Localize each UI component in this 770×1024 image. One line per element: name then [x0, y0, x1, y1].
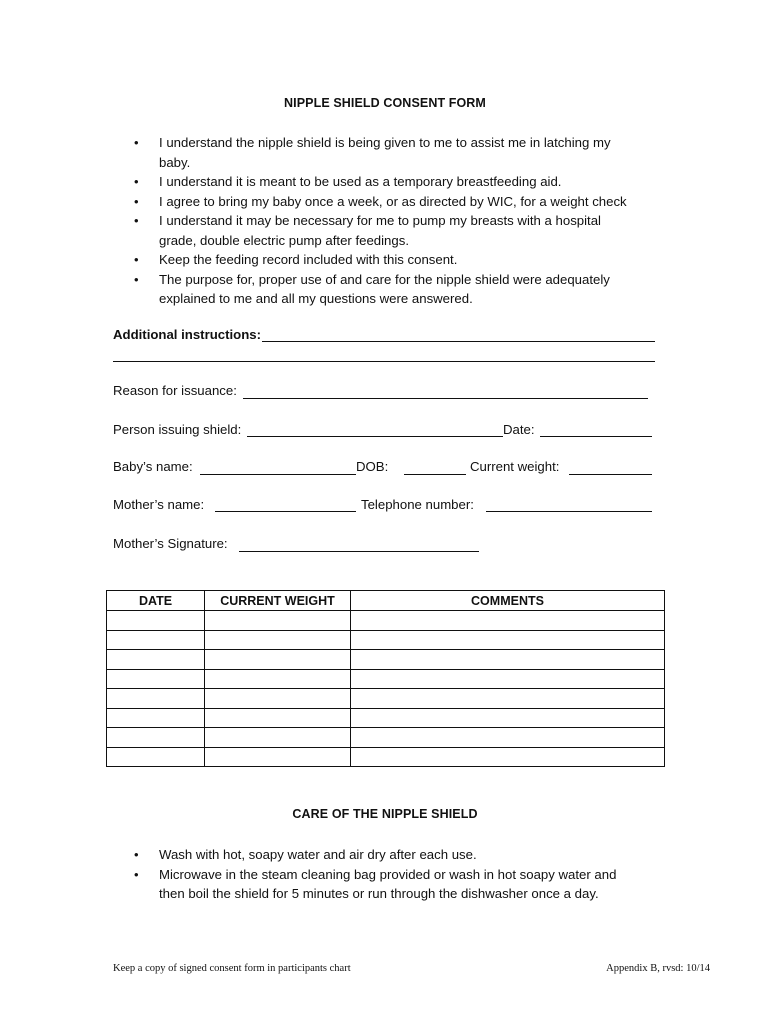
bullet-icon: • [134, 271, 139, 287]
comments-cell[interactable] [351, 669, 665, 689]
feeding-record-body [107, 611, 665, 767]
statement-line: then boil the shield for 5 minutes or run through the dishwasher once a day. [159, 886, 599, 901]
person-issuing-field[interactable] [247, 436, 503, 437]
current-weight-field[interactable] [569, 474, 652, 475]
statement-line: I understand the nipple shield is being given to me to assist me in latching my [159, 135, 611, 150]
date-cell[interactable] [107, 611, 205, 631]
bullet-icon: • [134, 252, 139, 267]
additional-instructions-label: Additional instructions: [113, 327, 261, 342]
date-cell[interactable] [107, 650, 205, 670]
weight-cell[interactable] [205, 728, 351, 748]
date-cell[interactable] [107, 669, 205, 689]
bullet-icon: • [134, 174, 139, 189]
weight-cell[interactable] [205, 630, 351, 650]
statement-line: explained to me and all my questions were answered. [159, 291, 473, 306]
bullet-icon: • [134, 866, 139, 882]
baby-name-label: Baby’s name: [113, 459, 193, 474]
form-title: NIPPLE SHIELD CONSENT FORM [284, 96, 486, 110]
person-issuing-label: Person issuing shield: [113, 422, 242, 437]
table-header-row [107, 591, 665, 611]
comments-cell[interactable] [351, 611, 665, 631]
statement-line: grade, double electric pump after feedings. [159, 232, 409, 248]
care-instruction [113, 865, 673, 904]
statement-line: I understand it may be necessary for me to pump my breasts with a hospital [159, 213, 601, 228]
table-row [107, 611, 665, 631]
bullet-icon: • [134, 135, 139, 150]
weight-cell[interactable] [205, 611, 351, 631]
feeding-record-table [106, 590, 665, 767]
care-title: CARE OF THE NIPPLE SHIELD [292, 807, 478, 821]
additional-instructions-line-2[interactable] [113, 361, 655, 362]
reason-for-issuance-label: Reason for issuance: [113, 383, 237, 398]
date-cell[interactable] [107, 689, 205, 709]
comments-cell[interactable] [351, 650, 665, 670]
table-row [107, 669, 665, 689]
care-instruction [113, 845, 673, 865]
comments-cell[interactable] [351, 747, 665, 767]
comments-cell[interactable] [351, 689, 665, 709]
statement-line: Keep the feeding record included with this consent. [159, 252, 458, 267]
comments-cell[interactable] [351, 630, 665, 650]
table-row [107, 728, 665, 748]
consent-statement [113, 192, 673, 212]
statement-line: The purpose for, proper use of and care for the nipple shield were adequately [159, 271, 610, 287]
comments-cell[interactable] [351, 728, 665, 748]
statement-line: I agree to bring my baby once a week, or as directed by WIC, for a weight check [159, 193, 627, 209]
telephone-label: Telephone number: [361, 497, 474, 512]
column-header-date: DATE [107, 591, 205, 611]
mother-name-field[interactable] [215, 511, 356, 512]
date-label: Date: [503, 422, 535, 437]
table-row [107, 708, 665, 728]
table-row [107, 747, 665, 767]
bullet-icon: • [134, 193, 139, 209]
additional-instructions-line-1[interactable] [262, 341, 655, 342]
consent-statement [113, 250, 673, 270]
telephone-field[interactable] [486, 511, 652, 512]
date-cell[interactable] [107, 708, 205, 728]
weight-cell[interactable] [205, 689, 351, 709]
consent-statement [113, 270, 673, 309]
consent-statement [113, 133, 673, 172]
statement-line: Microwave in the steam cleaning bag provided or wash in hot soapy water and [159, 866, 617, 882]
current-weight-label: Current weight: [470, 459, 560, 474]
date-cell[interactable] [107, 630, 205, 650]
weight-cell[interactable] [205, 747, 351, 767]
table-row [107, 630, 665, 650]
date-cell[interactable] [107, 747, 205, 767]
date-field[interactable] [540, 436, 652, 437]
mother-signature-field[interactable] [239, 551, 479, 552]
mother-name-label: Mother’s name: [113, 497, 205, 512]
reason-for-issuance-field[interactable] [243, 398, 648, 399]
baby-name-field[interactable] [200, 474, 356, 475]
statement-line: Wash with hot, soapy water and air dry after each use. [159, 847, 477, 862]
table-row [107, 650, 665, 670]
statement-line: baby. [159, 154, 191, 170]
bullet-icon: • [134, 213, 139, 228]
date-cell[interactable] [107, 728, 205, 748]
footer-appendix: Appendix B, rvsd: 10/14 [606, 963, 710, 974]
weight-cell[interactable] [205, 669, 351, 689]
weight-cell[interactable] [205, 650, 351, 670]
statement-line: I understand it is meant to be used as a temporary breastfeeding aid. [159, 174, 562, 189]
dob-field[interactable] [404, 474, 466, 475]
consent-statement [113, 211, 673, 250]
mother-signature-label: Mother’s Signature: [113, 536, 228, 551]
table-row [107, 689, 665, 709]
dob-label: DOB: [356, 459, 389, 474]
column-header-comments: COMMENTS [351, 591, 665, 611]
consent-statement [113, 172, 673, 192]
weight-cell[interactable] [205, 708, 351, 728]
bullet-icon: • [134, 847, 139, 862]
comments-cell[interactable] [351, 708, 665, 728]
column-header-current-weight: CURRENT WEIGHT [205, 591, 351, 611]
consent-statements-list [113, 133, 673, 309]
footer-note: Keep a copy of signed consent form in participants chart [113, 963, 351, 974]
care-instructions-list [113, 845, 673, 904]
